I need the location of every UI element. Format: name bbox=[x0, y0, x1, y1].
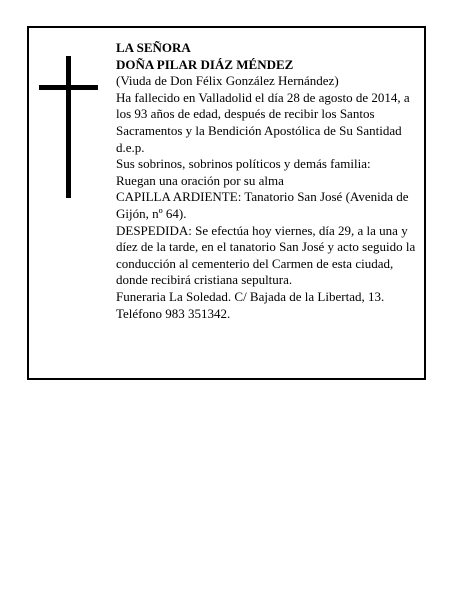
family-line: Sus sobrinos, sobrinos políticos y demás familia: bbox=[116, 156, 371, 172]
cross-horizontal-bar bbox=[39, 85, 98, 90]
obituary-notice bbox=[27, 26, 426, 380]
prayer-line: Ruegan una oración por su alma bbox=[116, 172, 284, 188]
notice-text bbox=[116, 40, 422, 322]
funeral-home-paragraph: Funeraria La Soledad. C/ Bajada de la Libertad, 13. Teléfono 983 351342. bbox=[116, 288, 385, 321]
cross-vertical-bar bbox=[66, 56, 71, 198]
deceased-name: DOÑA PILAR DIÁZ MÉNDEZ bbox=[116, 56, 294, 72]
chapel-paragraph: CAPILLA ARDIENTE: Tanatorio San José (Avenida de Gijón, nº 64). bbox=[116, 189, 409, 221]
widow-line: (Viuda de Don Félix González Hernández) bbox=[116, 73, 339, 89]
farewell-paragraph: DESPEDIDA: Se efectúa hoy viernes, día 29, a la una y díez de la tarde, en el tanatorio San José y acto seguido la conducción al cementerio del Carmen de esta ciudad, donde recibirá cristiana sepultura. bbox=[116, 222, 416, 288]
latin-cross-icon bbox=[39, 56, 101, 198]
death-paragraph: Ha fallecido en Valladolid el día 28 de agosto de 2014, a los 93 años de edad, después de recibir los Santos Sacramentos y la Bendición Apostólica de Su Santidad d.e.p. bbox=[116, 89, 410, 155]
notice-title: LA SEÑORA bbox=[116, 40, 191, 55]
